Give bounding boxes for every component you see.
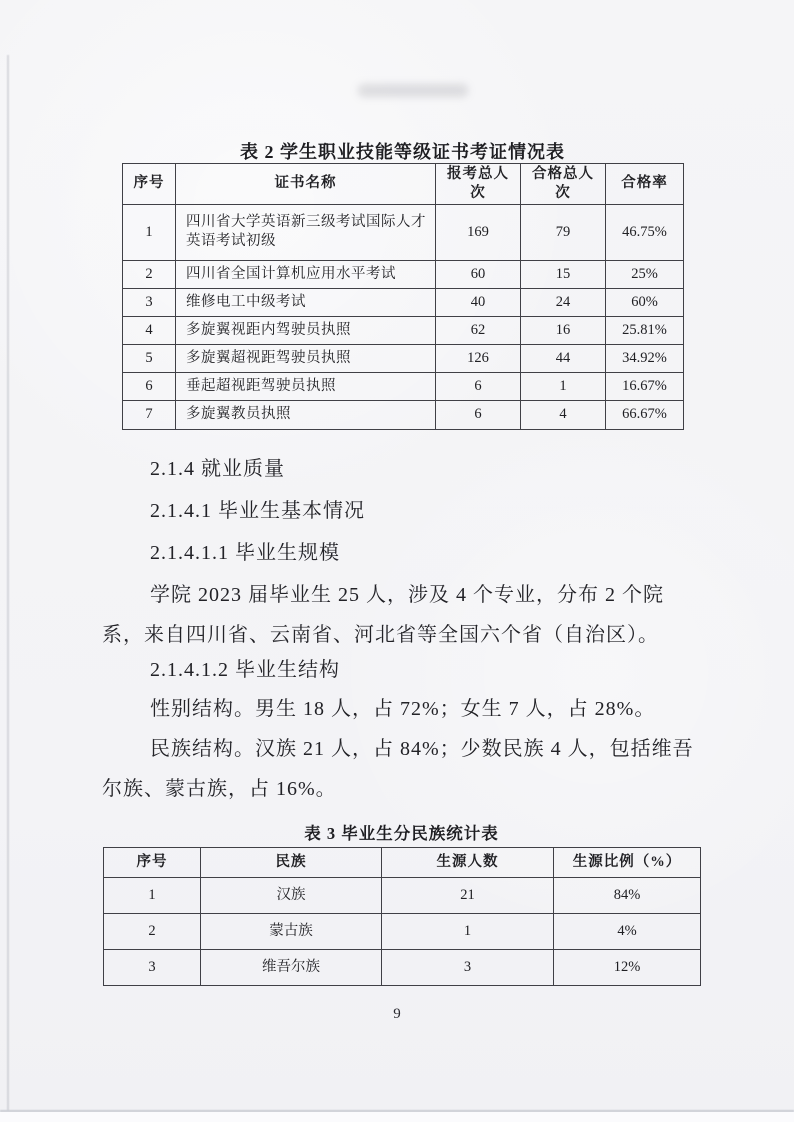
table-row <box>123 260 684 288</box>
cell-index: 3 <box>123 288 176 316</box>
graduate-ethnicity-table <box>103 847 701 986</box>
cell-applicants: 6 <box>436 372 521 400</box>
cell-applicants: 6 <box>436 400 521 429</box>
cell-passed: 1 <box>521 372 606 400</box>
paragraph-graduate-scale-line1: 学院 2023 届毕业生 25 人，涉及 4 个专业，分布 2 个院 <box>150 584 664 606</box>
cell-cert-name: 四川省大学英语新三级考试国际人才英语考试初级 <box>176 204 436 260</box>
table-row <box>123 400 684 429</box>
cell-index: 6 <box>123 372 176 400</box>
cell-pass-rate: 34.92% <box>606 344 684 372</box>
paragraph-ethnic-structure-line2: 尔族、蒙古族，占 16%。 <box>102 778 337 800</box>
cell-pass-rate: 25.81% <box>606 316 684 344</box>
col-header-passed: 合格总人次 <box>521 164 606 205</box>
cell-student-ratio: 12% <box>554 950 701 986</box>
table-row <box>104 878 701 914</box>
cell-pass-rate: 66.67% <box>606 400 684 429</box>
cell-cert-name: 多旋翼超视距驾驶员执照 <box>176 344 436 372</box>
table-header-row <box>123 164 684 205</box>
table-row <box>104 950 701 986</box>
cell-index: 5 <box>123 344 176 372</box>
scan-bottom-strip <box>0 1112 794 1122</box>
cell-index: 1 <box>104 878 201 914</box>
cell-index: 2 <box>123 260 176 288</box>
cell-student-ratio: 4% <box>554 914 701 950</box>
cell-cert-name: 垂起超视距驾驶员执照 <box>176 372 436 400</box>
cell-cert-name: 维修电工中级考试 <box>176 288 436 316</box>
table-header-row <box>104 848 701 878</box>
heading-employment-quality: 2.1.4 就业质量 <box>150 458 285 480</box>
cell-index: 4 <box>123 316 176 344</box>
page-bleed-through-smudge <box>358 84 468 97</box>
col-header-index: 序号 <box>123 164 176 205</box>
col-header-pass-rate: 合格率 <box>606 164 684 205</box>
cell-passed: 4 <box>521 400 606 429</box>
table-row <box>123 288 684 316</box>
table-row <box>123 204 684 260</box>
col-header-student-ratio: 生源比例（%） <box>554 848 701 878</box>
cell-student-count: 1 <box>382 914 554 950</box>
scan-left-edge-line <box>7 55 9 1110</box>
cell-index: 3 <box>104 950 201 986</box>
cell-index: 1 <box>123 204 176 260</box>
cell-applicants: 126 <box>436 344 521 372</box>
cell-pass-rate: 60% <box>606 288 684 316</box>
col-header-applicants: 报考总人次 <box>436 164 521 205</box>
heading-graduate-basic-info: 2.1.4.1 毕业生基本情况 <box>150 500 365 522</box>
table-row <box>123 372 684 400</box>
paragraph-gender-structure: 性别结构。男生 18 人，占 72%；女生 7 人，占 28%。 <box>150 698 656 720</box>
cell-applicants: 62 <box>436 316 521 344</box>
table2-title: 表 2 学生职业技能等级证书考证情况表 <box>240 142 565 162</box>
col-header-student-count: 生源人数 <box>382 848 554 878</box>
table-row <box>123 316 684 344</box>
cell-applicants: 60 <box>436 260 521 288</box>
col-header-ethnicity: 民族 <box>201 848 382 878</box>
cell-cert-name: 四川省全国计算机应用水平考试 <box>176 260 436 288</box>
cell-ethnicity: 蒙古族 <box>201 914 382 950</box>
table-row <box>123 344 684 372</box>
cell-passed: 44 <box>521 344 606 372</box>
col-header-cert-name: 证书名称 <box>176 164 436 205</box>
paragraph-graduate-scale-line2: 系，来自四川省、云南省、河北省等全国六个省（自治区）。 <box>102 624 659 646</box>
paragraph-ethnic-structure-line1: 民族结构。汉族 21 人，占 84%；少数民族 4 人，包括维吾 <box>150 738 694 760</box>
cell-applicants: 169 <box>436 204 521 260</box>
cell-cert-name: 多旋翼教员执照 <box>176 400 436 429</box>
certificate-exam-table <box>122 163 684 430</box>
cell-passed: 15 <box>521 260 606 288</box>
cell-passed: 24 <box>521 288 606 316</box>
cell-pass-rate: 25% <box>606 260 684 288</box>
col-header-index: 序号 <box>104 848 201 878</box>
cell-ethnicity: 汉族 <box>201 878 382 914</box>
cell-cert-name: 多旋翼视距内驾驶员执照 <box>176 316 436 344</box>
heading-graduate-scale: 2.1.4.1.1 毕业生规模 <box>150 542 340 564</box>
heading-graduate-structure: 2.1.4.1.2 毕业生结构 <box>150 659 340 681</box>
page-number: 9 <box>393 1006 401 1022</box>
cell-pass-rate: 46.75% <box>606 204 684 260</box>
cell-student-count: 3 <box>382 950 554 986</box>
cell-index: 2 <box>104 914 201 950</box>
cell-ethnicity: 维吾尔族 <box>201 950 382 986</box>
table3-title: 表 3 毕业生分民族统计表 <box>304 824 499 843</box>
cell-passed: 79 <box>521 204 606 260</box>
cell-student-ratio: 84% <box>554 878 701 914</box>
table-row <box>104 914 701 950</box>
cell-student-count: 21 <box>382 878 554 914</box>
cell-index: 7 <box>123 400 176 429</box>
cell-pass-rate: 16.67% <box>606 372 684 400</box>
cell-applicants: 40 <box>436 288 521 316</box>
cell-passed: 16 <box>521 316 606 344</box>
